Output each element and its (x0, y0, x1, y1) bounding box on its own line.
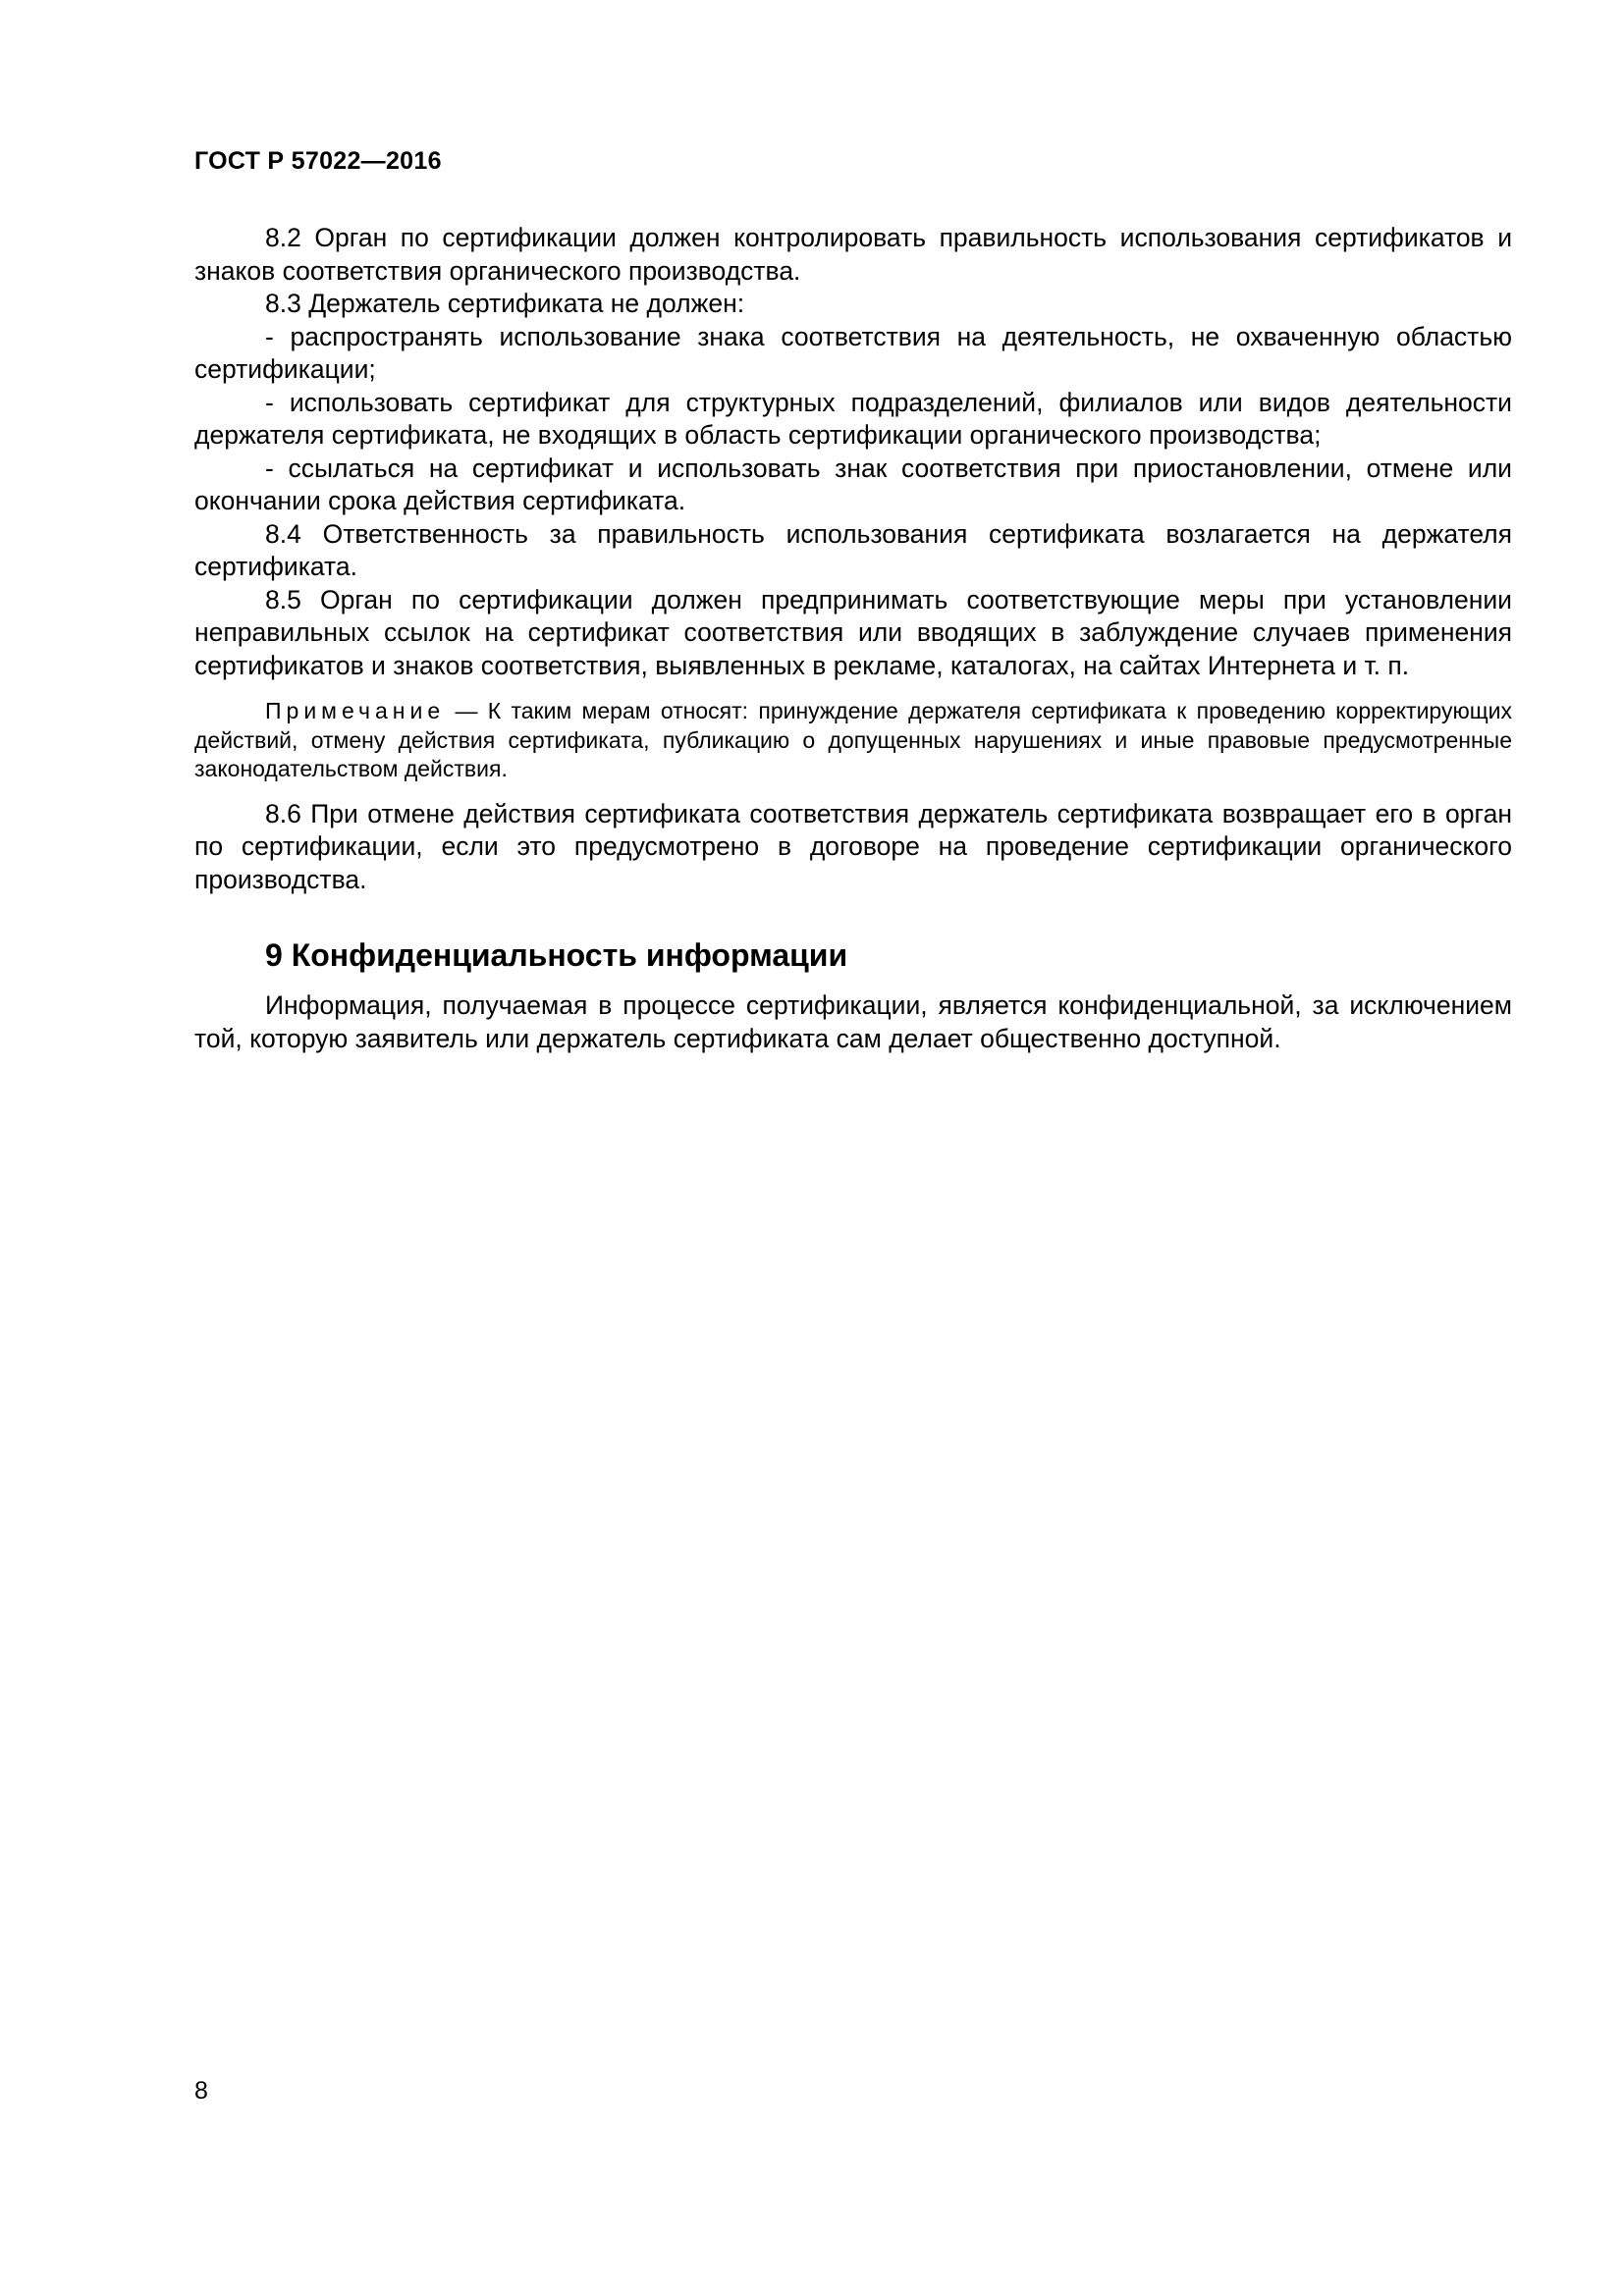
list-item-8-3-1: - распространять использование знака соответствия на деятельность, не охваченную областью сертификации; (194, 321, 1512, 384)
document-code-header: ГОСТ Р 57022—2016 (194, 147, 442, 175)
note-text: — К таким мерам относят: принуждение держателя сертификата к проведению корректирующих действий, отмену действия сертификата, публикацию о допущенных нарушениях и иные правовые предусмотренные законодательством действия. (194, 698, 1512, 781)
document-body (194, 222, 1512, 1055)
paragraph-8-2: 8.2 Орган по сертификации должен контролировать правильность использования сертификатов и знаков соответствия органического производства. (194, 223, 1512, 286)
paragraph-8-4: 8.4 Ответственность за правильность использования сертификата возлагается на держателя сертификата. (194, 518, 1512, 581)
paragraph-8-6: 8.6 При отмене действия сертификата соответствия держатель сертификата возвращает его в орган по сертификации, если это предусмотрено в договоре на проведение сертификации органического производства. (194, 798, 1512, 894)
paragraph-8-5: 8.5 Орган по сертификации должен предпринимать соответствующие меры при установлении неправильных ссылок на сертификат соответствия или вводящих в заблуждение случаев применения сертификатов и знаков соответствия, выявленных в рекламе, каталогах, на сайтах Интернета и т. п. (194, 584, 1512, 680)
section-9-paragraph: Информация, получаемая в процессе сертификации, является конфиденциальной, за исключением той, которую заявитель или держатель сертификата сам делает общественно доступной. (194, 990, 1512, 1053)
page-number: 8 (194, 2077, 208, 2105)
section-9-heading: 9 Конфиденциальность информации (265, 937, 848, 973)
list-item-8-3-2: - использовать сертификат для структурных подразделений, филиалов или видов деятельности держателя сертификата, не входящих в область сертификации органического производства; (194, 387, 1512, 450)
note-label: Примечание (265, 698, 446, 723)
list-item-8-3-3: - ссылаться на сертификат и использовать знак соответствия при приостановлении, отмене или окончании срока действия сертификата. (194, 453, 1512, 515)
note-block (194, 697, 1512, 784)
paragraph-8-3: 8.3 Держатель сертификата не должен: (265, 289, 745, 318)
